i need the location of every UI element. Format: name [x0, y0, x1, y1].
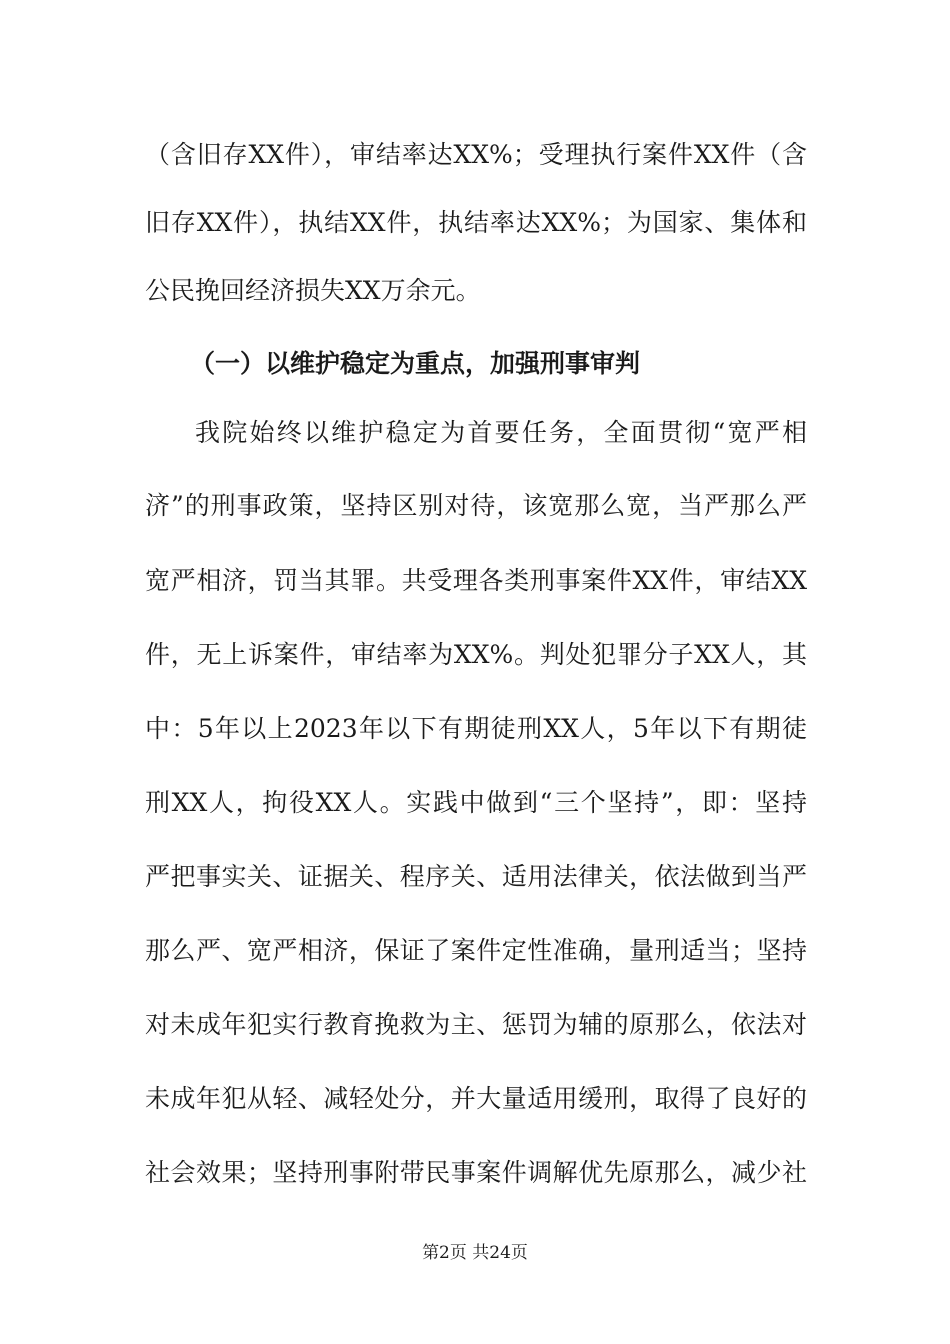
paragraph-line: （含旧存XX件），审结率达XX%；受理执行案件XX件（含 [145, 140, 807, 169]
section-heading: （一）以维护稳定为重点，加强刑事审判 [190, 349, 641, 378]
page-number-footer: 第2页 共24页 [422, 1243, 528, 1263]
paragraph-line: 中：5年以上2023年以下有期徒刑XX人，5年以下有期徒 [145, 714, 807, 743]
paragraph-line: 那么严、宽严相济，保证了案件定性准确，量刑适当；坚持 [145, 936, 807, 965]
paragraph-line: 我院始终以维护稳定为首要任务，全面贯彻“宽严相 [195, 418, 807, 447]
paragraph-line: 严把事实关、证据关、程序关、适用法律关，依法做到当严 [145, 862, 807, 891]
paragraph-line: 社会效果；坚持刑事附带民事案件调解优先原那么，减少社 [145, 1158, 807, 1187]
paragraph-line: 未成年犯从轻、减轻处分，并大量适用缓刑，取得了良好的 [145, 1084, 807, 1113]
paragraph-line: 刑XX人，拘役XX人。实践中做到“三个坚持”，即：坚持 [145, 788, 807, 817]
paragraph-line: 济”的刑事政策，坚持区别对待，该宽那么宽，当严那么严 [145, 491, 807, 520]
paragraph-line: 件，无上诉案件，审结率为XX%。判处犯罪分子XX人，其 [145, 640, 807, 669]
paragraph-line: 对未成年犯实行教育挽救为主、惩罚为辅的原那么，依法对 [145, 1010, 807, 1039]
paragraph-line: 旧存XX件），执结XX件，执结率达XX%；为国家、集体和 [145, 208, 807, 237]
paragraph-line: 公民挽回经济损失XX万余元。 [145, 276, 481, 305]
paragraph-line: 宽严相济，罚当其罪。共受理各类刑事案件XX件，审结XX [145, 566, 807, 595]
